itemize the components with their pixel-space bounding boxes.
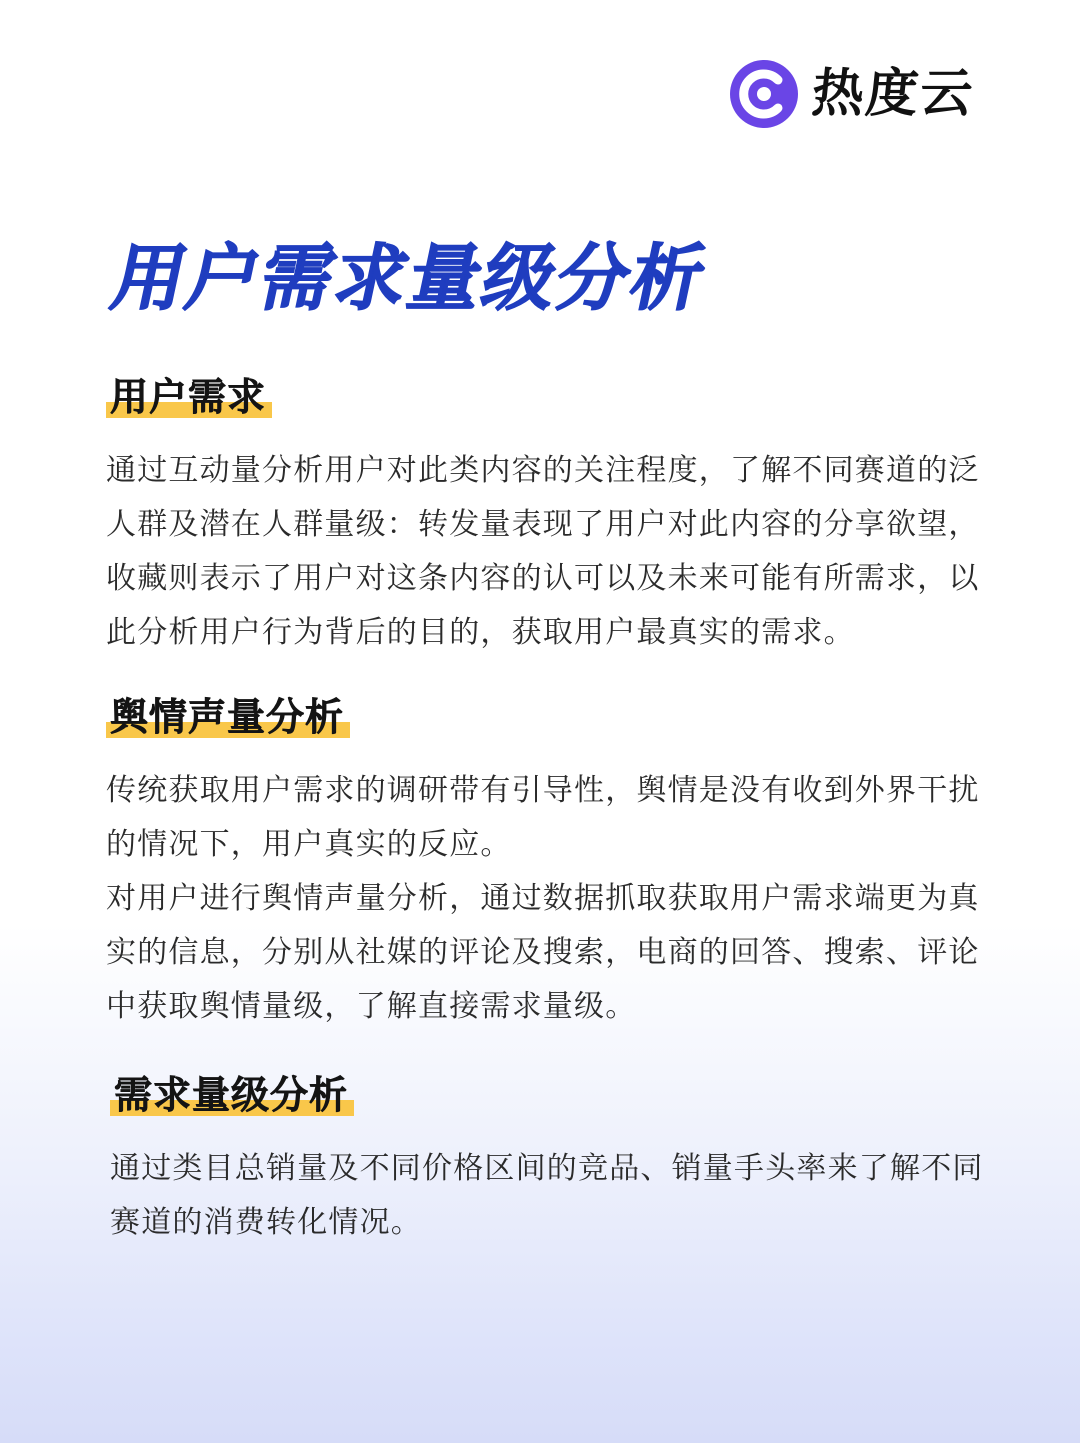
section-body — [110, 1142, 1010, 1250]
brand-name: 热度云 — [808, 64, 978, 124]
section-demand-volume — [110, 1072, 1010, 1250]
section-heading — [106, 374, 272, 420]
paragraph: 通过类目总销量及不同价格区间的竞品、销量手头率来了解不同赛道的消费转化情况。 — [110, 1151, 984, 1240]
page-title: 用户需求量级分析 — [104, 236, 715, 320]
section-body — [106, 444, 1006, 660]
brand-mark-icon — [728, 58, 800, 130]
section-heading-text: 舆情声量分析 — [110, 695, 345, 739]
section-heading-text: 需求量级分析 — [114, 1073, 349, 1117]
section-public-opinion — [106, 694, 1006, 1034]
paragraph: 传统获取用户需求的调研带有引导性，舆情是没有收到外界干扰的情况下，用户真实的反应。 — [106, 773, 980, 862]
section-heading-text: 用户需求 — [110, 375, 267, 419]
brand-logo — [728, 58, 978, 130]
section-body — [106, 764, 1006, 1034]
paragraph: 通过互动量分析用户对此类内容的关注程度，了解不同赛道的泛人群及潜在人群量级：转发量表现了用户对此内容的分享欲望，收藏则表示了用户对这条内容的认可以及未来可能有所需求，以此分析用户行为背后的目的，获取用户最真实的需求。 — [106, 453, 980, 650]
section-user-demand — [106, 374, 1006, 660]
paragraph: 对用户进行舆情声量分析，通过数据抓取获取用户需求端更为真实的信息，分别从社媒的评论及搜索，电商的回答、搜索、评论中获取舆情量级，了解直接需求量级。 — [106, 881, 980, 1024]
section-heading — [106, 694, 350, 740]
section-heading — [110, 1072, 354, 1118]
